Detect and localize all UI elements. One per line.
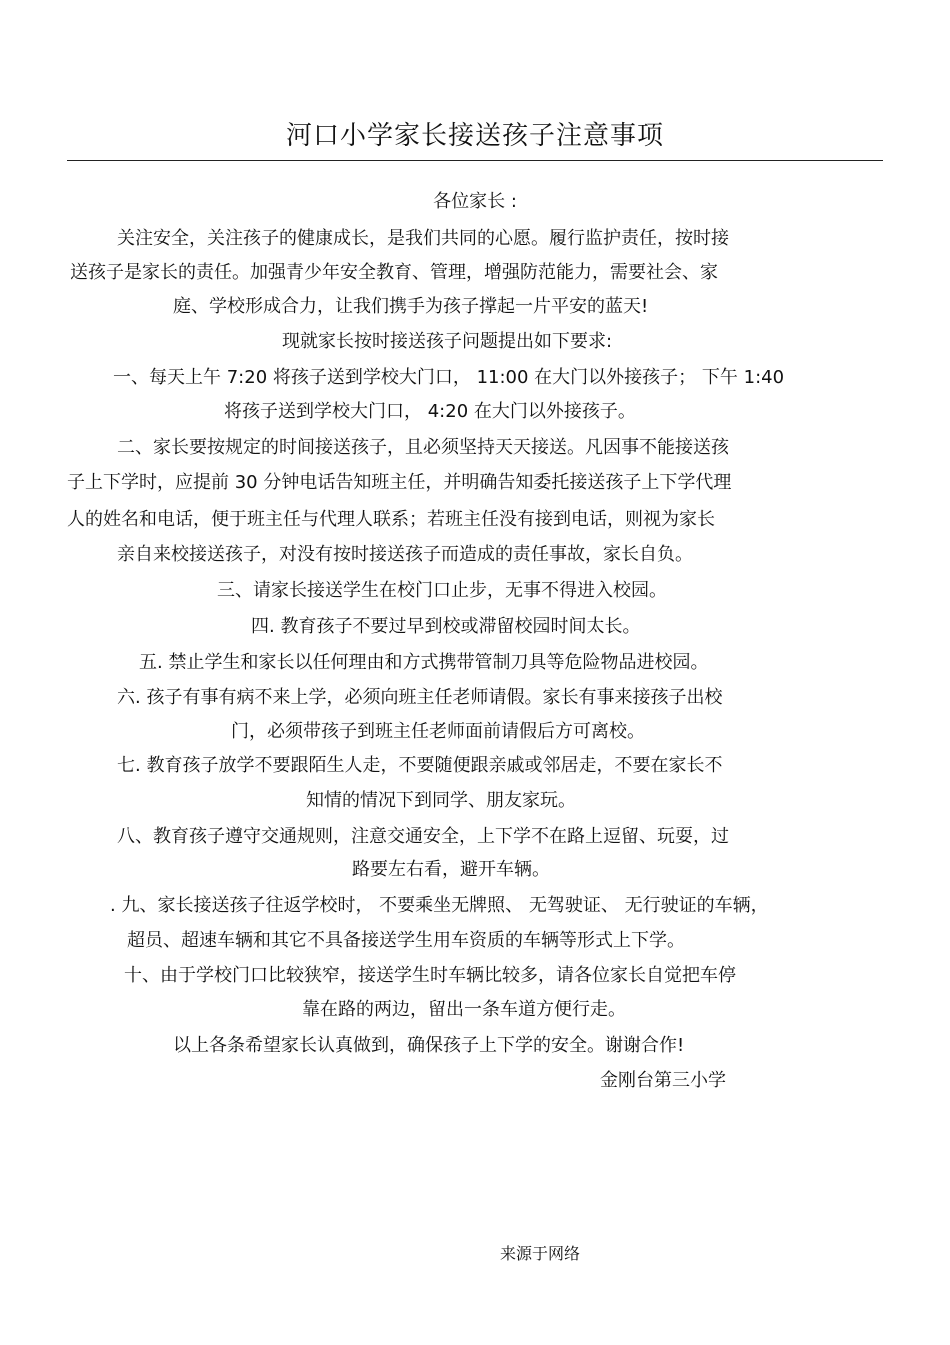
rule-line: 将孩子送到学校大门口， 4:20 在大门以外接孩子。 [224,401,636,422]
rule-line: 门，必须带孩子到班主任老师面前请假后方可离校。 [231,721,645,742]
rule-line: 子上下学时，应提前 30 分钟电话告知班主任，并明确告知委托接送孩子上下学代理 [67,472,732,493]
rule-line: 四. 教育孩子不要过早到校或滞留校园时间太长。 [251,616,641,637]
document-title: 河口小学家长接送孩子注意事项 [285,121,664,151]
rule-line: 亲自来校接送孩子，对没有按时接送孩子而造成的责任事故，家长自负。 [117,544,693,565]
greeting: 各位家长 : [433,191,517,212]
rule-line: 超员、超速车辆和其它不具备接送学生用车资质的车辆等形式上下学。 [127,930,685,951]
rule-line: 八、教育孩子遵守交通规则，注意交通安全，上下学不在路上逗留、玩耍，过 [117,826,729,847]
rule-line: 二、家长要按规定的时间接送孩子，且必须坚持天天接送。凡因事不能接送孩 [117,437,729,458]
intro-line: 关注安全，关注孩子的健康成长，是我们共同的心愿。履行监护责任，按时接 [117,228,729,249]
rule-line: 七. 教育孩子放学不要跟陌生人走，不要随便跟亲戚或邻居走，不要在家长不 [117,755,723,776]
rule-line: 一、每天上午 7:20 将孩子送到学校大门口， 11:00 在大门以外接孩子； 下午 1:40 [113,367,785,388]
rule-line: 人的姓名和电话，便于班主任与代理人联系；若班主任没有接到电话，则视为家长 [67,509,715,530]
signature: 金刚台第三小学 [600,1070,726,1091]
rule-line: 六. 孩子有事有病不来上学，必须向班主任老师请假。家长有事来接孩子出校 [117,687,723,708]
rule-line: . 九、家长接送孩子往返学校时， 不要乘坐无牌照、 无驾驶证、 无行驶证的车辆， [110,895,769,916]
source-note: 来源于网络 [500,1244,581,1263]
intro-line: 庭、学校形成合力，让我们携手为孩子撑起一片平安的蓝天! [173,296,649,317]
rule-line: 靠在路的两边，留出一条车道方便行走。 [302,999,626,1020]
rule-line: 路要左右看，避开车辆。 [352,859,550,880]
title-divider [67,160,883,161]
intro-line: 送孩子是家长的责任。加强青少年安全教育、管理，增强防范能力，需要社会、家 [70,262,718,283]
rule-line: 五. 禁止学生和家长以任何理由和方式携带管制刀具等危险物品进校园。 [139,652,709,673]
rule-line: 十、由于学校门口比较狭窄，接送学生时车辆比较多，请各位家长自觉把车停 [124,965,736,986]
rule-line: 三、请家长接送学生在校门口止步，无事不得进入校园。 [217,580,667,601]
rule-line: 知情的情况下到同学、朋友家玩。 [306,790,576,811]
closing-line: 以上各条希望家长认真做到，确保孩子上下学的安全。谢谢合作! [173,1035,685,1056]
lead-in: 现就家长按时接送孩子问题提出如下要求: [282,331,613,352]
